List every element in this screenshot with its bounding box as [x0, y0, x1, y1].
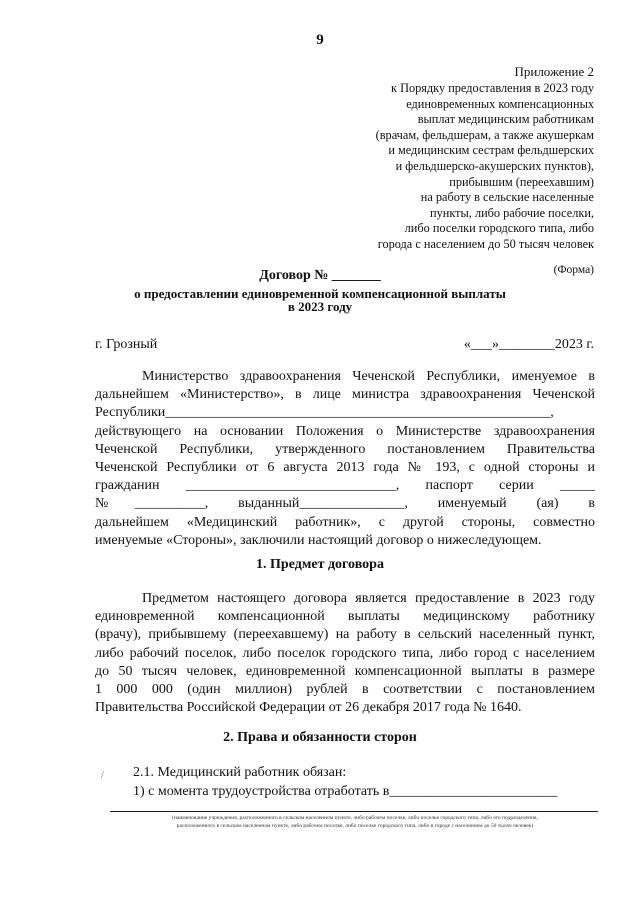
appendix-line: единовременных компенсационных [406, 96, 594, 111]
section-2-title: 2. Права и обязанности сторон [223, 730, 417, 745]
contract-date: «___»________2023 г. [463, 337, 594, 352]
section-1-line: 1 000 000 (один миллион) рублей в соответствии с постановлением [95, 682, 595, 698]
fill-in-line [110, 811, 598, 812]
section-1-line: либо рабочий поселок, либо поселок городского типа, либо город с населением [95, 645, 595, 661]
appendix-line: выплат медицинским работникам [417, 112, 594, 127]
appendix-line: прибывшим (переехавшим) [449, 174, 594, 189]
preamble-paragraph [95, 368, 595, 550]
appendix-line: пункты, либо рабочие поселки, [430, 205, 594, 220]
preamble-line: гражданин ______________________________, паспорт серии _____ [95, 478, 595, 494]
preamble-line: №__________, выданный_______________, именуемый (ая) в [95, 496, 595, 512]
footnote-line: расположенного в сельском населенном пункте, либо рабочем поселке, либо поселке городского типа, либо в городе с населением до 50 тысяч человек) [176, 823, 534, 829]
contract-subtitle [0, 287, 640, 313]
scan-mark: / [101, 770, 104, 781]
contract-city: г. Грозный [95, 337, 158, 352]
section-1-title: 1. Предмет договора [256, 557, 384, 572]
appendix-line: к Порядку предоставления в 2023 году [391, 81, 594, 95]
form-label: (Форма) [553, 264, 594, 276]
contract-subtitle-line: в 2023 году [287, 299, 353, 314]
contract-title: Договор № _______ [259, 268, 381, 283]
appendix-line: и фельдшерско-акушерских пунктов), [395, 158, 594, 173]
preamble-line: именуемые «Стороны», заключили настоящий договор о нижеследующем. [95, 532, 542, 548]
preamble-line: дальнейшем «Министерство», в лице министра здравоохранения Чеченской [95, 387, 595, 403]
appendix-line: города с населением до 50 тысяч человек [377, 236, 594, 251]
preamble-line: Чеченской Республики, утвержденного постановлением Правительства [95, 441, 595, 457]
section-2-1-heading: 2.1. Медицинский работник обязан: [133, 765, 347, 780]
preamble-line: действующего на основании Положения о Министерстве здравоохранения [95, 423, 595, 439]
preamble-line: Министерство здравоохранения Чеченской Республики, именуемое в [142, 369, 595, 384]
section-1-line: Предметом настоящего договора является предоставление в 2023 году [142, 591, 595, 606]
section-1-paragraph [95, 590, 595, 717]
section-1-line: единовременной компенсационной выплаты медицинскому работнику [95, 609, 595, 625]
section-1-line: Правительства Российской Федерации от 26 декабря 2017 года № 1640. [95, 700, 522, 716]
appendix-title: Приложение 2 [514, 64, 594, 79]
contract-subtitle-line: о предоставлении единовременной компенсационной выплаты [134, 286, 506, 301]
page-number: 9 [316, 32, 324, 48]
section-2-1-item-1: 1) с момента трудоустройства отработать в________________________ [133, 784, 558, 799]
appendix-description [294, 81, 594, 253]
footnote [105, 814, 605, 830]
section-1-line: до 50 тысяч человек, единовременной компенсационной выплаты в размере [95, 663, 595, 679]
section-1-line: (врачу), прибывшему (переехавшему) на работу в сельский населенный пункт, [95, 627, 595, 643]
appendix-line: либо поселки городского типа, либо [404, 221, 594, 236]
preamble-line: Республики_______________________________________________________, [95, 405, 554, 421]
appendix-line: и медицинским сестрам фельдшерских [388, 143, 594, 158]
appendix-line: (врачам, фельдшерам, а также акушеркам [375, 127, 594, 142]
footnote-line: (наименование учреждения, расположенного в сельском населенном пункте, либо рабочем поселке, либо поселке городского типа, либо его подразделения, [172, 815, 538, 821]
preamble-line: дальнейшем «Медицинский работник», с другой стороны, совместно [95, 514, 595, 530]
appendix-line: на работу в сельские населенные [420, 190, 594, 205]
preamble-line: Чеченской Республики от 6 августа 2013 года № 193, с одной стороны и [95, 460, 595, 476]
